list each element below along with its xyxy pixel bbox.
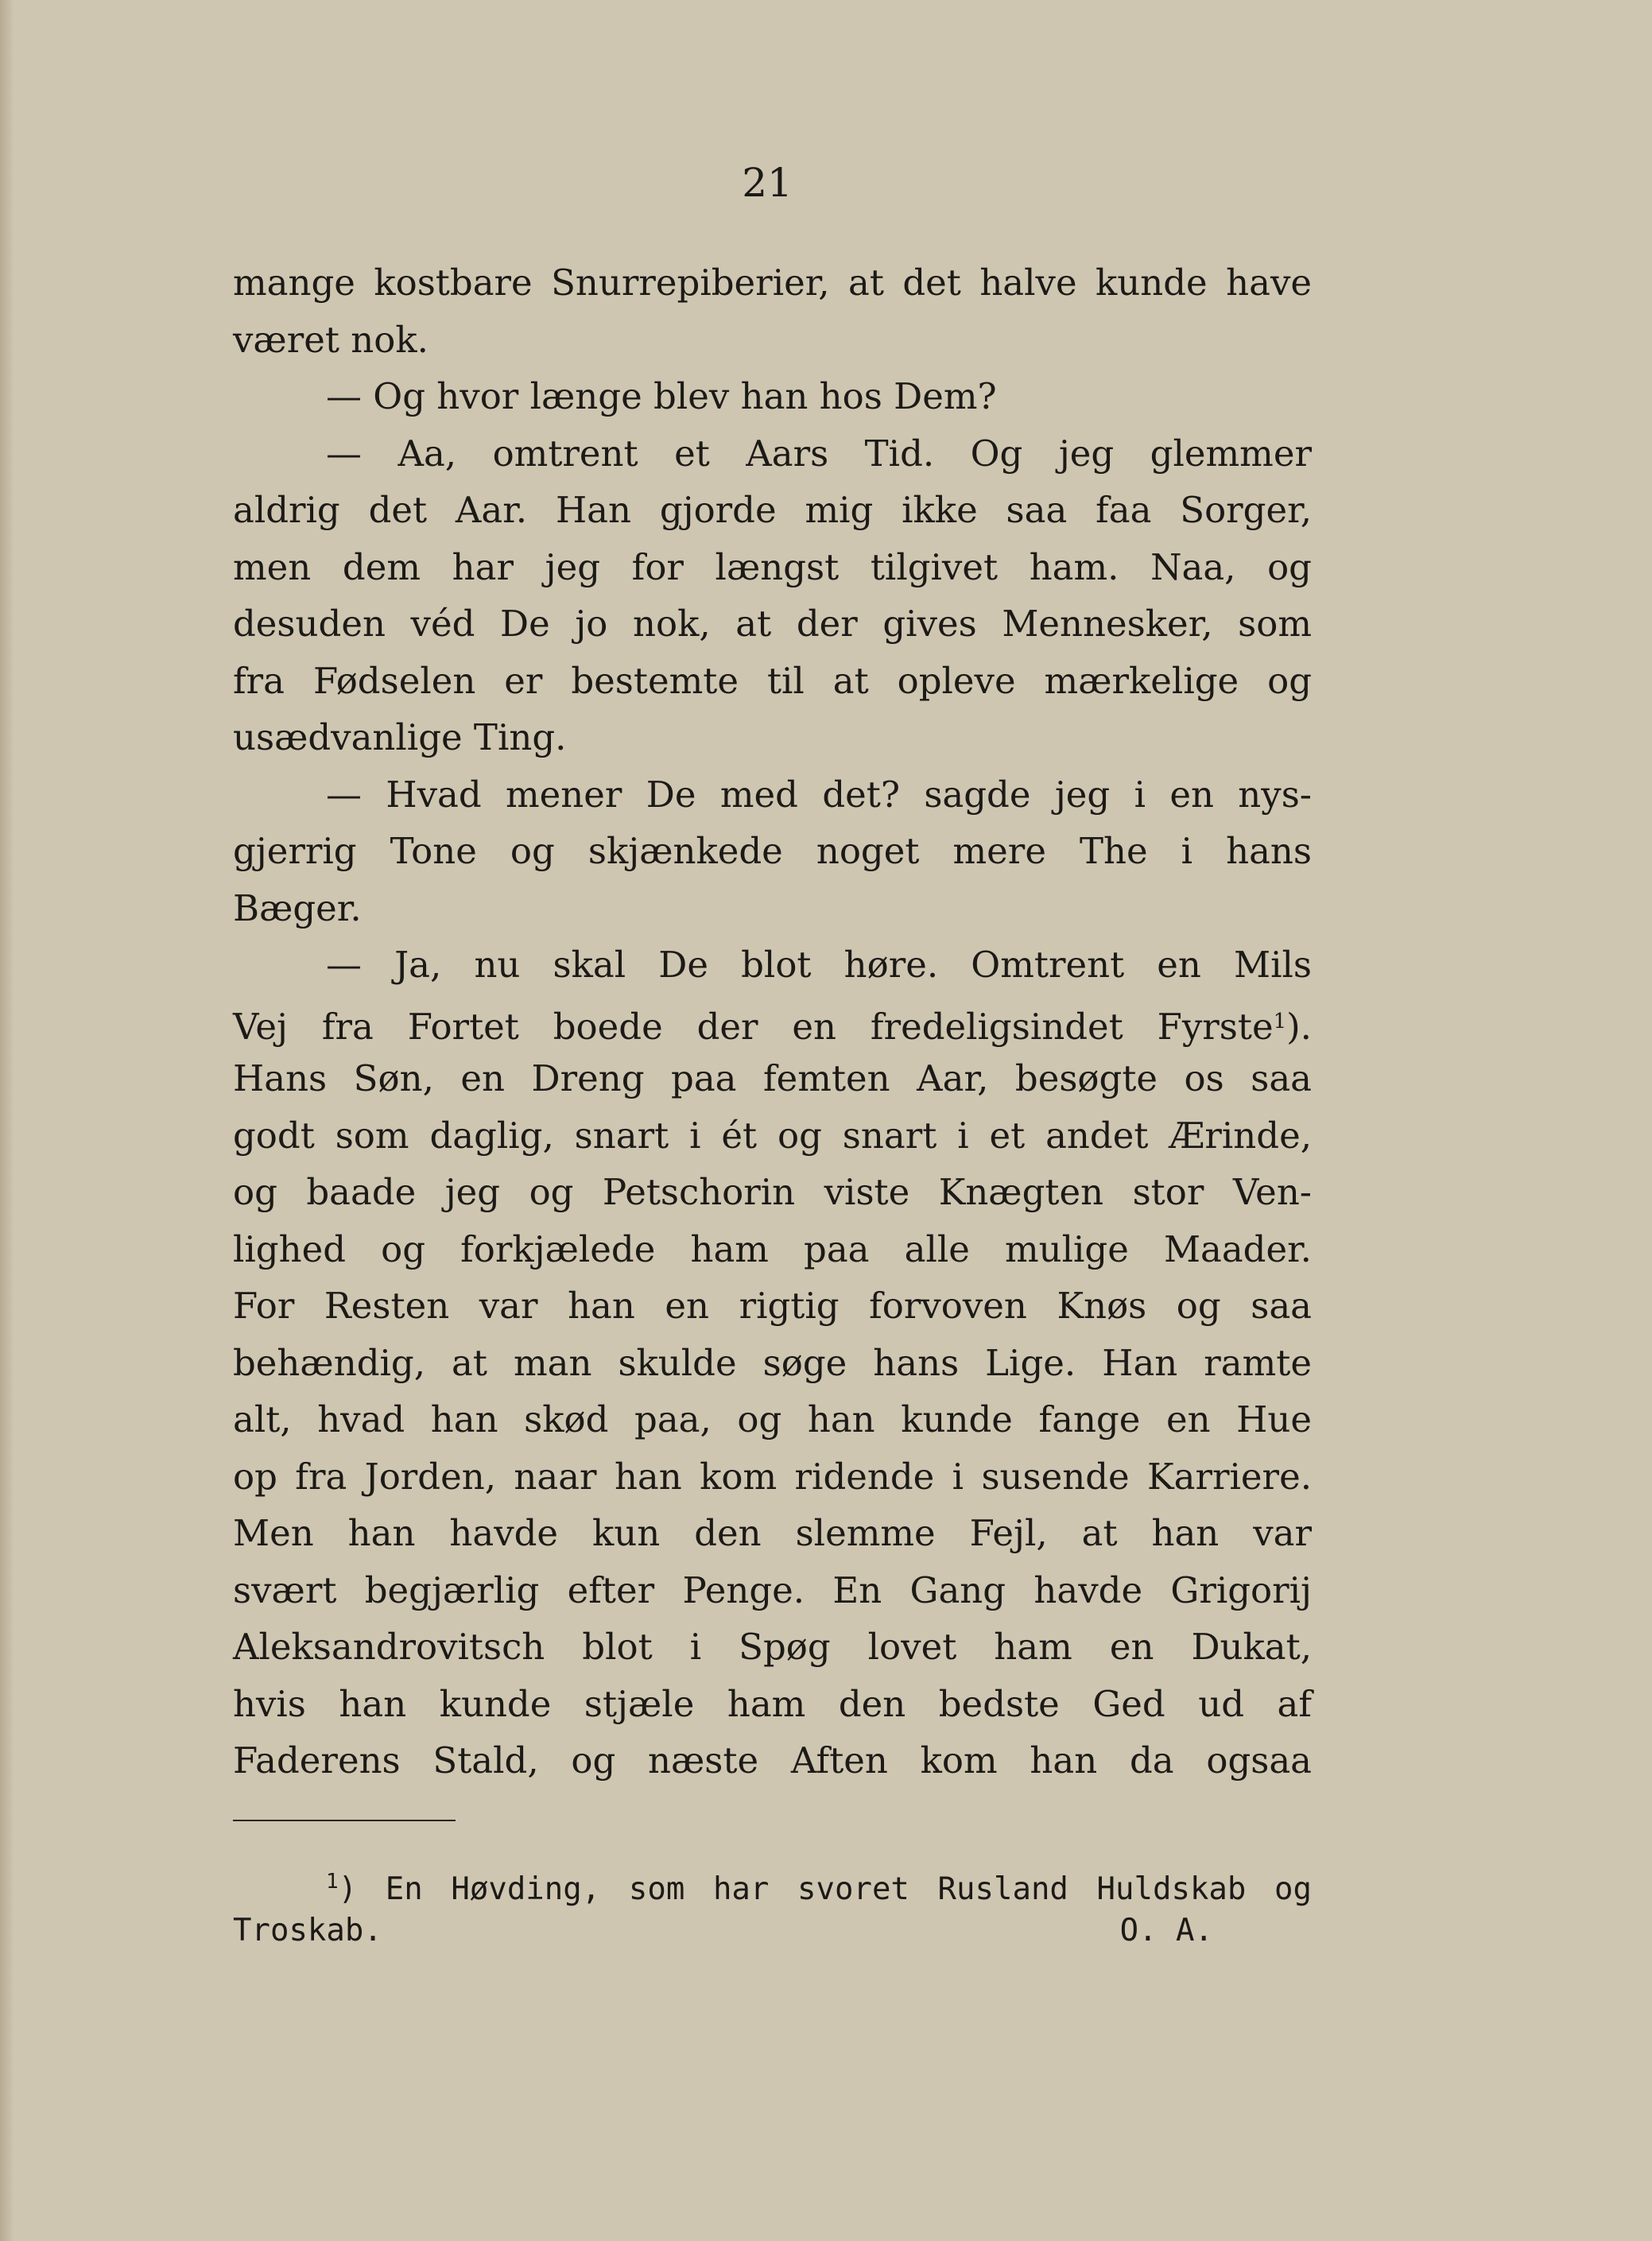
text-line: været nok. <box>233 318 429 361</box>
text-line: — Hvad mener De med det? sagde jeg i en nys- <box>326 773 1312 816</box>
footnote-text: Troskab. <box>233 1913 382 1948</box>
text-line: alt, hvad han skød paa, og han kunde fange en Hue <box>233 1398 1312 1440</box>
text-line: Aleksandrovitsch blot i Spøg lovet ham en Dukat, <box>233 1626 1312 1668</box>
text-line: Men han havde kun den slemme Fejl, at han var <box>233 1512 1312 1554</box>
text-line: og baade jeg og Petschorin viste Knægten stor Ven- <box>233 1171 1312 1213</box>
text-line: Hans Søn, en Dreng paa femten Aar, besøgte os saa <box>233 1057 1312 1099</box>
text-line: — Ja, nu skal De blot høre. Omtrent en Mils <box>326 944 1312 986</box>
text-line: usædvanlige Ting. <box>233 716 567 758</box>
text-line: Bæger. <box>233 886 362 929</box>
text-line: desuden véd De jo nok, at der gives Mennesker, som <box>233 603 1312 645</box>
text-line: hvis han kunde stjæle ham den bedste Ged ud af <box>233 1682 1312 1725</box>
text-line: — Aa, omtrent et Aars Tid. Og jeg glemmer <box>326 432 1312 475</box>
body-text <box>233 254 1312 1789</box>
page-number: 21 <box>742 160 793 206</box>
text-line: Faderens Stald, og næste Aften kom han da ogsaa <box>233 1739 1312 1782</box>
text-line-content: Vej fra Fortet boede der en fredeligsindet Fyrste <box>233 1005 1274 1048</box>
text-line: mange kostbare Snurrepiberier, at det halve kunde have <box>233 262 1312 304</box>
text-line: godt som daglig, snart i ét og snart i et andet Ærinde, <box>233 1114 1312 1157</box>
page-binding-edge <box>0 0 14 2241</box>
footnote-divider <box>233 1820 456 1821</box>
text-line: op fra Jorden, naar han kom ridende i susende Karriere. <box>233 1455 1312 1498</box>
footnote-reference-suffix: ). <box>1286 1005 1312 1048</box>
footnote-reference: 1 <box>1273 1009 1287 1033</box>
text-line: fra Fødselen er bestemte til at opleve mærkelige og <box>233 659 1312 702</box>
footnote-line <box>233 1857 1312 1906</box>
footnote-signature: O. A. <box>1119 1913 1213 1948</box>
text-line: aldrig det Aar. Han gjorde mig ikke saa faa Sorger, <box>233 489 1312 531</box>
footnote-text: En Høvding, som har svoret Rusland Huldskab og <box>385 1871 1312 1907</box>
footnote-last-line <box>233 1906 1312 1956</box>
text-line: For Resten var han en rigtig forvoven Knøs og saa <box>233 1285 1312 1327</box>
footnote <box>233 1857 1312 1956</box>
text-line: svært begjærlig efter Penge. En Gang havde Grigorij <box>233 1568 1312 1611</box>
text-line: men dem har jeg for længst tilgivet ham. Naa, og <box>233 545 1312 588</box>
text-line: — Og hvor længe blev han hos Dem? <box>326 375 997 417</box>
text-line: gjerrig Tone og skjænkede noget mere The i hans <box>233 830 1312 872</box>
footnote-marker: 1 <box>326 1870 339 1894</box>
footnote-marker-suffix: ) <box>338 1871 358 1907</box>
text-line: lighed og forkjælede ham paa alle mulige Maader. <box>233 1227 1312 1270</box>
text-line-with-footnote-ref <box>233 994 1312 1051</box>
text-line: behændig, at man skulde søge hans Lige. Han ramte <box>233 1341 1312 1384</box>
